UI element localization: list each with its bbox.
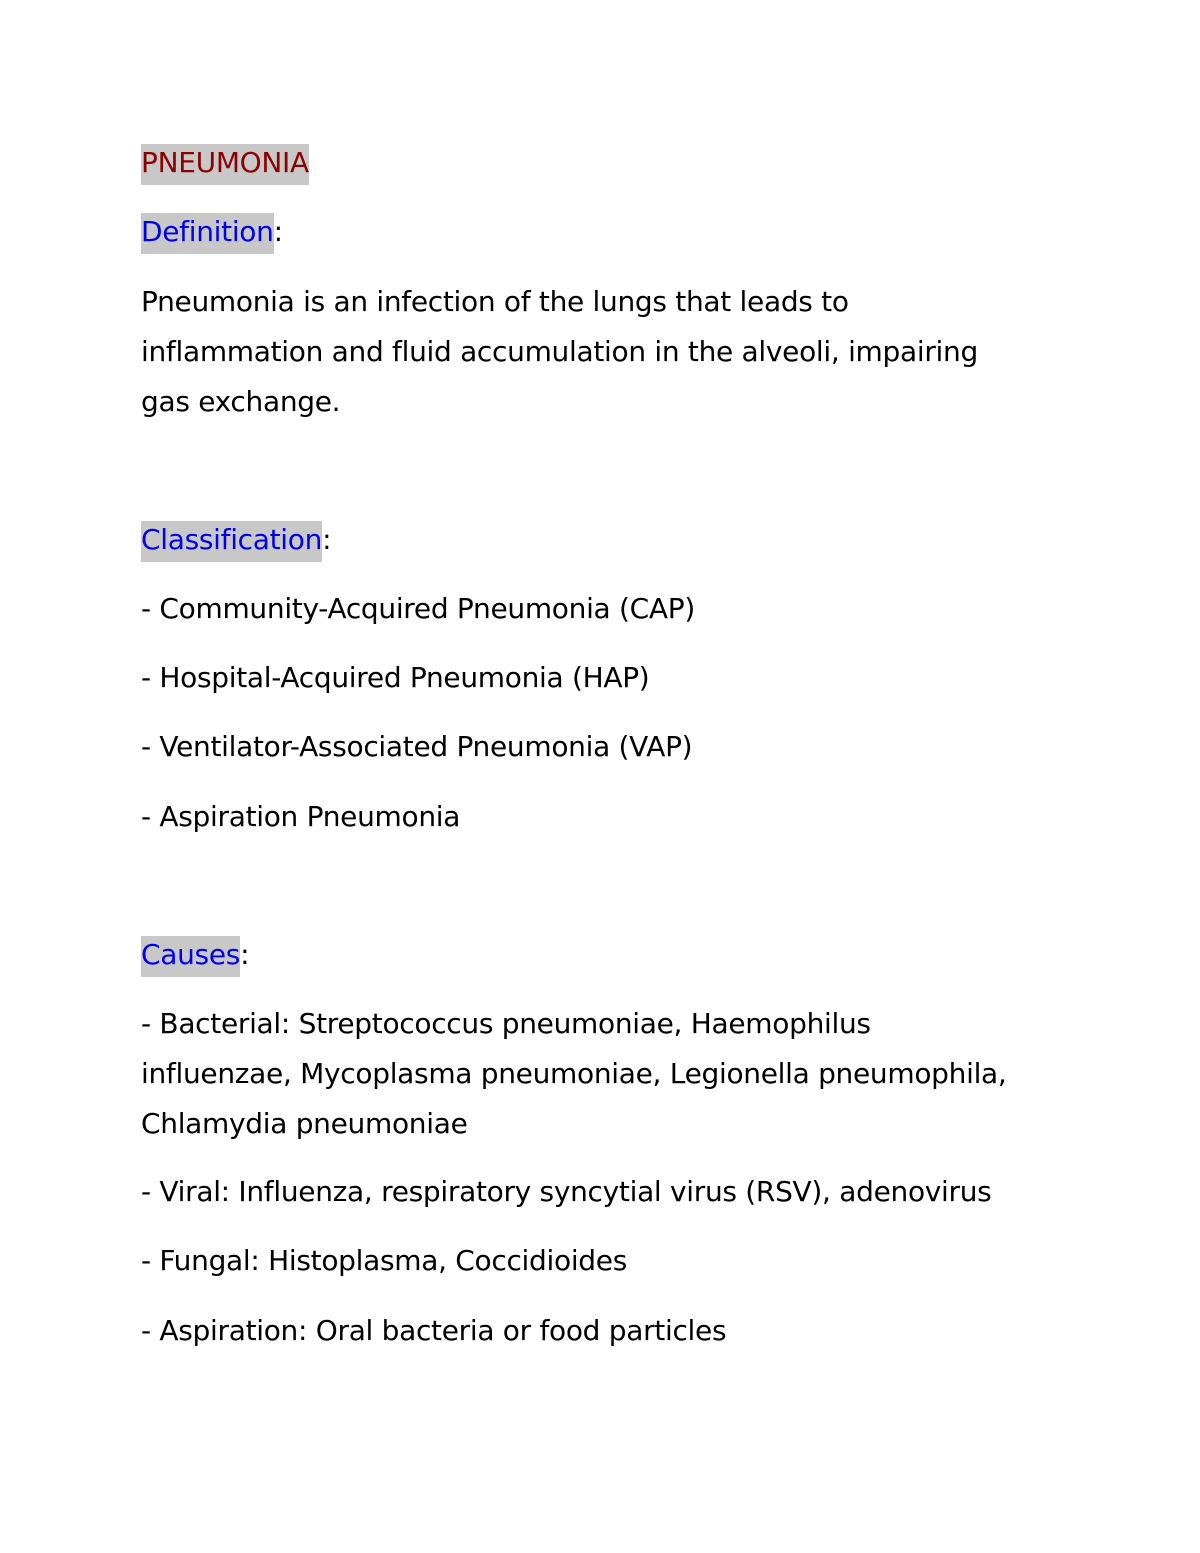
document-title xyxy=(141,143,309,183)
definition-line-1: Pneumonia is an infection of the lungs that leads to xyxy=(141,285,849,318)
classification-item-cap: - Community-Acquired Pneumonia (CAP) xyxy=(141,592,695,625)
definition-heading-colon: : xyxy=(273,215,283,248)
causes-bacterial-line-1: - Bacterial: Streptococcus pneumoniae, Haemophilus xyxy=(141,1007,871,1040)
causes-item-aspiration: - Aspiration: Oral bacteria or food particles xyxy=(141,1314,727,1347)
definition-line-3: gas exchange. xyxy=(141,385,341,418)
classification-item-vap: - Ventilator-Associated Pneumonia (VAP) xyxy=(141,730,693,763)
classification-item-aspiration: - Aspiration Pneumonia xyxy=(141,800,461,833)
definition-line-2: inflammation and fluid accumulation in the alveoli, impairing xyxy=(141,335,978,368)
causes-bacterial-line-3: Chlamydia pneumoniae xyxy=(141,1107,468,1140)
causes-heading-colon: : xyxy=(240,938,250,971)
classification-item-hap: - Hospital-Acquired Pneumonia (HAP) xyxy=(141,661,650,694)
classification-heading xyxy=(141,520,331,560)
causes-bacterial-line-2: influenzae, Mycoplasma pneumoniae, Legionella pneumophila, xyxy=(141,1057,1007,1090)
title-text: PNEUMONIA xyxy=(141,144,309,185)
causes-heading-text: Causes xyxy=(141,936,240,977)
causes-item-fungal: - Fungal: Histoplasma, Coccidioides xyxy=(141,1244,627,1277)
causes-heading xyxy=(141,935,249,975)
definition-heading-text: Definition xyxy=(141,213,274,254)
classification-heading-text: Classification xyxy=(141,521,322,562)
definition-heading xyxy=(141,212,283,252)
classification-heading-colon: : xyxy=(322,523,332,556)
causes-item-viral: - Viral: Influenza, respiratory syncytial virus (RSV), adenovirus xyxy=(141,1175,992,1208)
